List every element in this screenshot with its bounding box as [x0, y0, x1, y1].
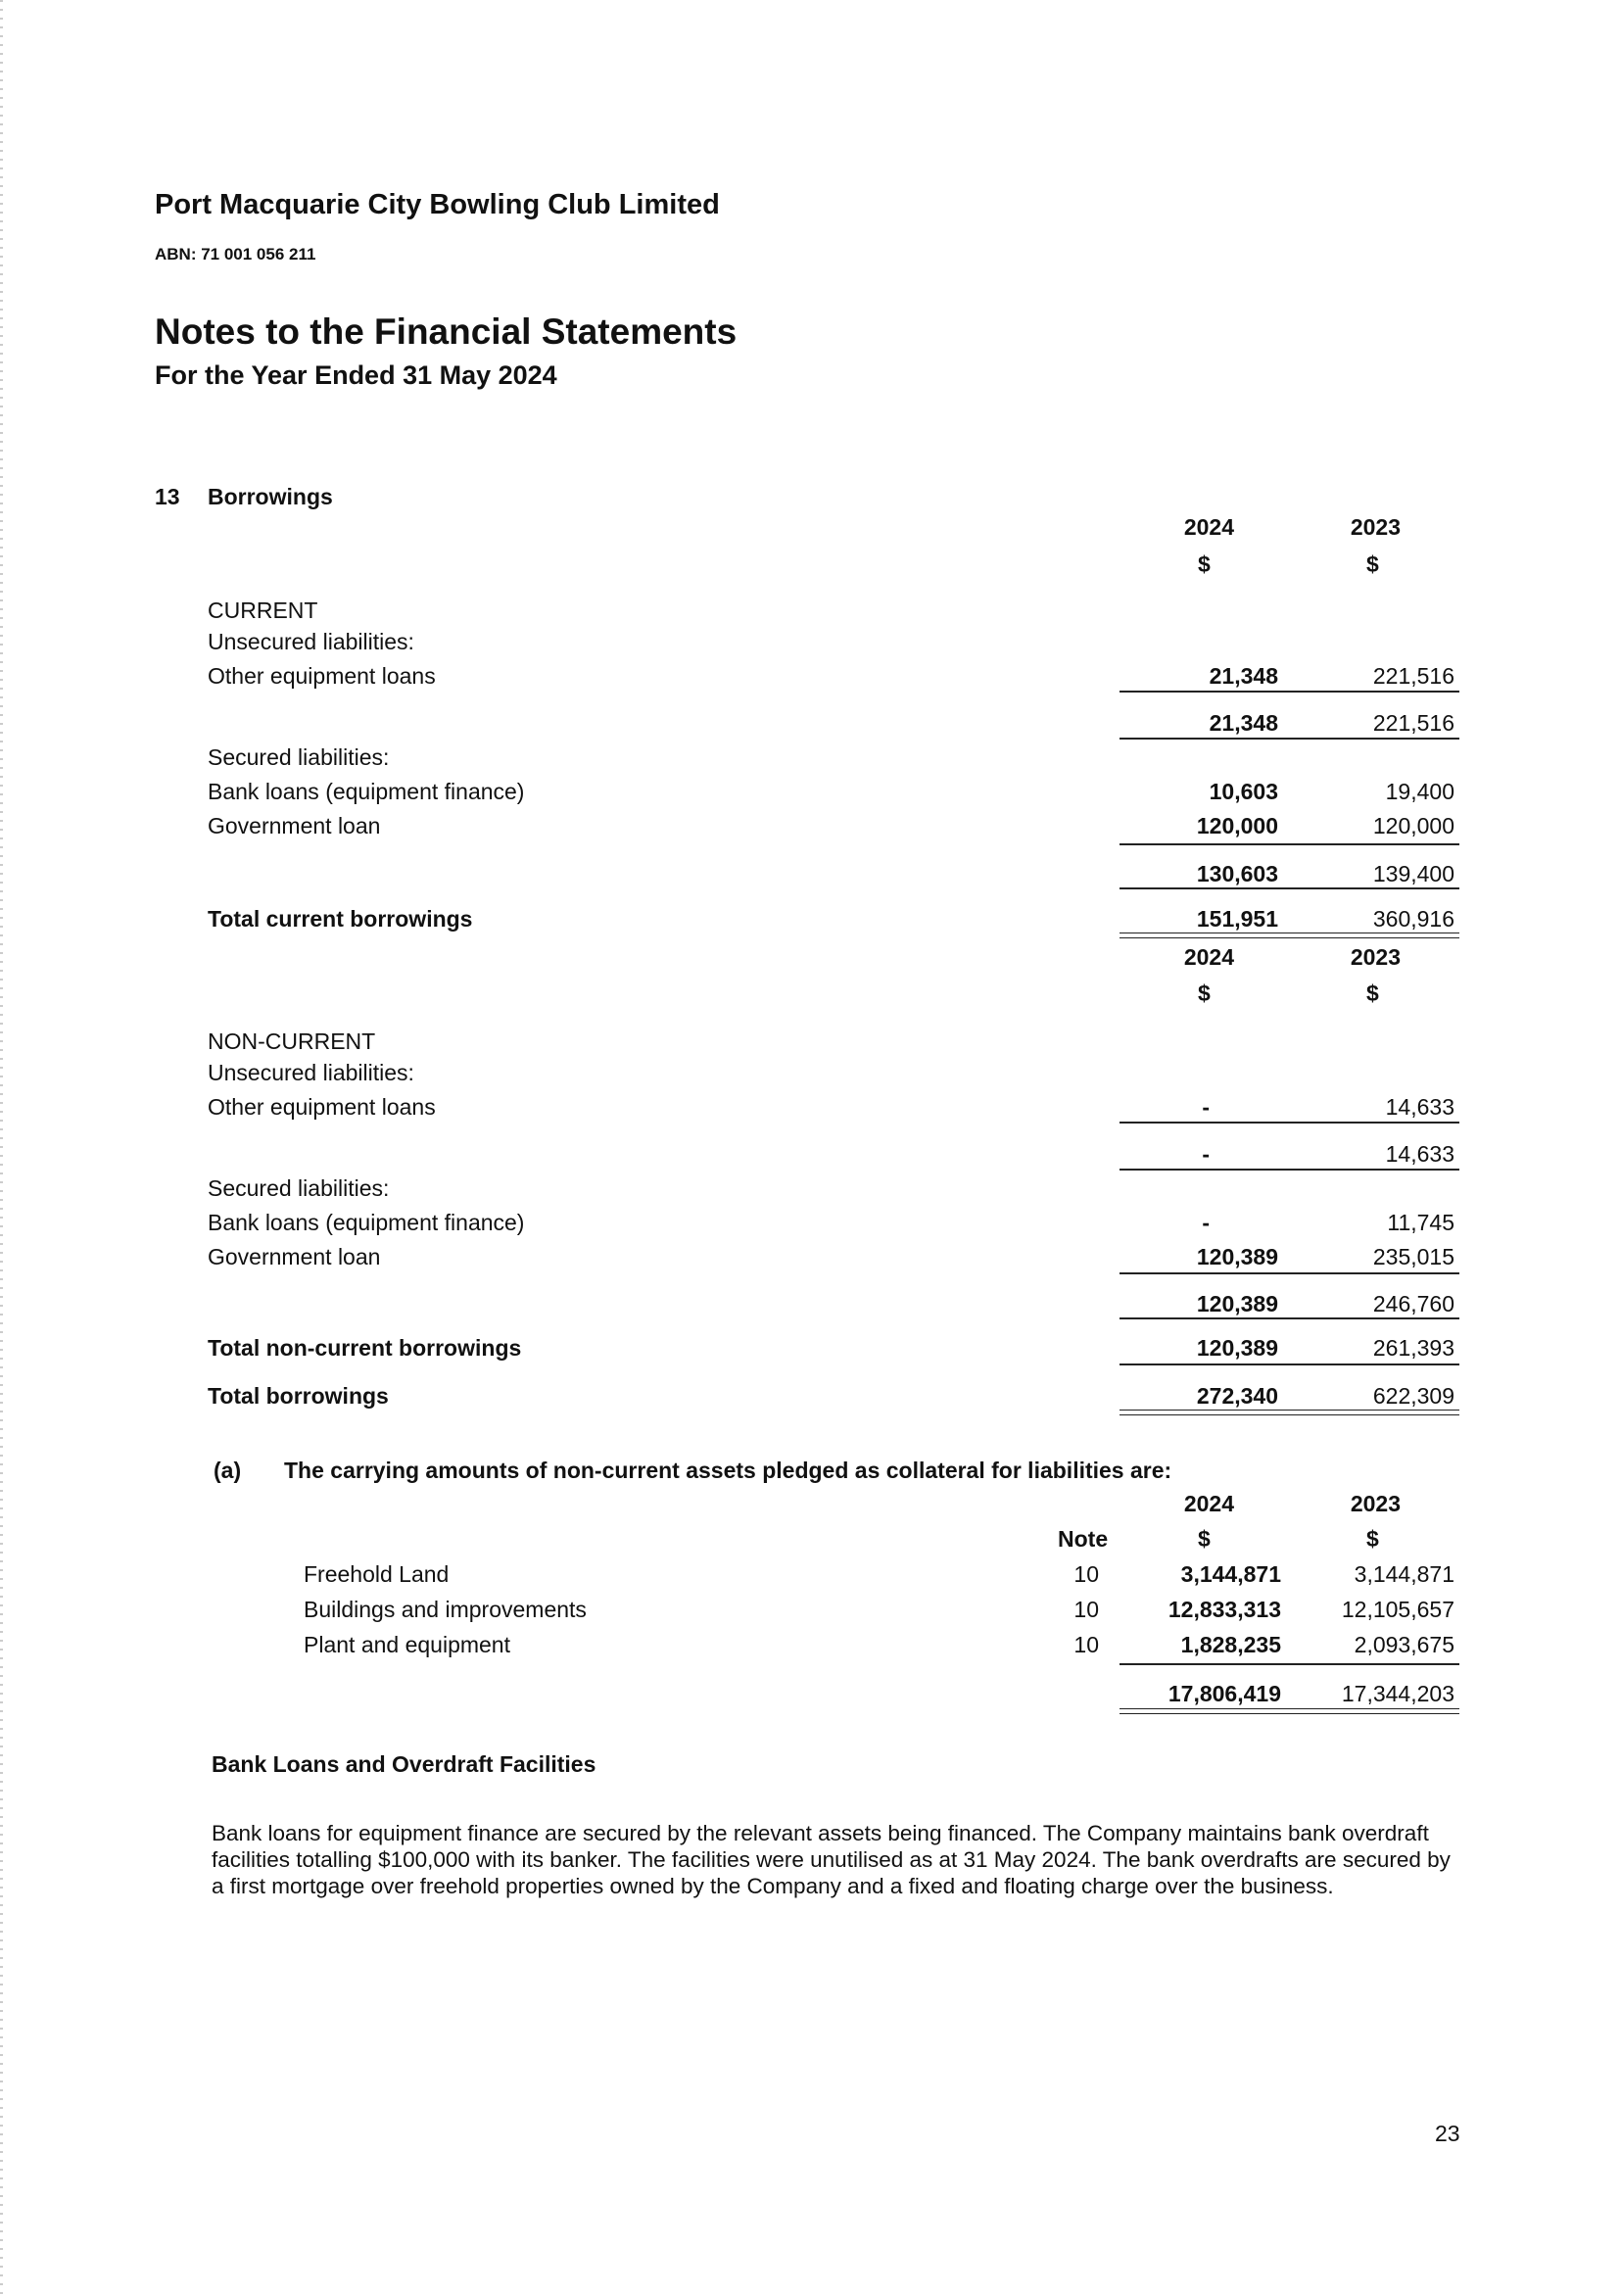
current-secured-subtotal-2024: 130,603: [1196, 861, 1278, 886]
collateral-row-2023: 3,144,871: [1354, 1561, 1454, 1587]
collateral-row-note: 10: [1073, 1561, 1099, 1587]
current-other-equipment-loans-2024: 21,348: [1209, 663, 1278, 689]
collateral-row-2024: 12,833,313: [1167, 1597, 1281, 1622]
total-non-current-borrowings-2023: 261,393: [1372, 1335, 1454, 1361]
rule-line: [1120, 937, 1459, 938]
non-current-unsecured-subtotal-2023: 14,633: [1385, 1141, 1454, 1167]
non-current-government-loan-label: Government loan: [208, 1244, 381, 1269]
non-current-bank-loans-2024: -: [1202, 1210, 1210, 1235]
collateral-col-2024: 2024: [1183, 1491, 1234, 1516]
rule-line: [1120, 1663, 1459, 1665]
col-currency-2024: $: [1198, 551, 1211, 577]
total-current-borrowings-2023: 360,916: [1372, 906, 1454, 932]
current-government-loan-label: Government loan: [208, 813, 381, 838]
current-government-loan-2024: 120,000: [1196, 813, 1278, 838]
current-bank-loans-2024: 10,603: [1209, 779, 1278, 804]
collateral-row-note: 10: [1073, 1597, 1099, 1622]
non-current-government-loan-2024: 120,389: [1196, 1244, 1278, 1269]
collateral-row-2023: 2,093,675: [1354, 1632, 1454, 1657]
collateral-total-2024: 17,806,419: [1167, 1681, 1281, 1706]
col-currency-2024-non-current: $: [1198, 981, 1211, 1006]
non-current-secured-subtotal-2023: 246,760: [1372, 1291, 1454, 1316]
rule-line: [1120, 1363, 1459, 1365]
non-current-bank-loans-label: Bank loans (equipment finance): [208, 1210, 525, 1235]
non-current-secured-label: Secured liabilities:: [208, 1175, 390, 1201]
rule-line: [1120, 691, 1459, 693]
total-current-borrowings-2024: 151,951: [1196, 906, 1278, 932]
total-borrowings-label: Total borrowings: [208, 1383, 389, 1409]
col-header-2024-non-current: 2024: [1183, 944, 1234, 970]
col-header-2024: 2024: [1183, 514, 1234, 540]
rule-line: [1120, 1122, 1459, 1124]
rule-line: [1120, 1272, 1459, 1274]
current-unsecured-subtotal-2024: 21,348: [1209, 710, 1278, 736]
current-unsecured-subtotal-2023: 221,516: [1372, 710, 1454, 736]
total-current-borrowings-label: Total current borrowings: [208, 906, 473, 932]
current-unsecured-label: Unsecured liabilities:: [208, 629, 414, 654]
col-currency-2023: $: [1366, 551, 1379, 577]
current-bank-loans-2023: 19,400: [1385, 779, 1454, 804]
collateral-heading: The carrying amounts of non-current assets pledged as collateral for liabilities are:: [284, 1458, 1172, 1483]
facilities-heading: Bank Loans and Overdraft Facilities: [212, 1751, 596, 1777]
page-edge-scan-artifact: [0, 0, 3, 2296]
total-borrowings-2023: 622,309: [1372, 1383, 1454, 1409]
non-current-heading: NON-CURRENT: [208, 1028, 376, 1054]
collateral-row-2023: 12,105,657: [1341, 1597, 1454, 1622]
page-number: 23: [1435, 2121, 1460, 2146]
non-current-other-equipment-loans-2024: -: [1202, 1094, 1210, 1120]
collateral-row-note: 10: [1073, 1632, 1099, 1657]
abn: ABN: 71 001 056 211: [155, 245, 316, 263]
collateral-row-label: Buildings and improvements: [304, 1597, 587, 1622]
collateral-row-label: Freehold Land: [304, 1561, 450, 1587]
rule-line: [1120, 1713, 1459, 1714]
non-current-bank-loans-2023: 11,745: [1387, 1210, 1454, 1235]
total-borrowings-2024: 272,340: [1196, 1383, 1278, 1409]
current-heading: CURRENT: [208, 598, 318, 623]
note-title: Borrowings: [208, 484, 333, 509]
collateral-total-2023: 17,344,203: [1341, 1681, 1454, 1706]
rule-line: [1120, 738, 1459, 740]
company-name: Port Macquarie City Bowling Club Limited: [155, 189, 720, 220]
rule-line: [1120, 1169, 1459, 1171]
non-current-unsecured-subtotal-2024: -: [1202, 1141, 1210, 1167]
current-other-equipment-loans-2023: 221,516: [1372, 663, 1454, 689]
facilities-body: Bank loans for equipment finance are secured by the relevant assets being financed. The Company maintains bank overdraft facilities totalling $100,000 with its banker. The facilities were unutilised as at 31 May 2024. The bank overdrafts are secured by a first mortgage over freehold properties owned by the Company and a fixed and floating charge over the business.: [212, 1821, 1451, 1898]
rule-line: [1120, 1410, 1459, 1411]
page-subtitle: For the Year Ended 31 May 2024: [155, 360, 557, 390]
total-non-current-borrowings-2024: 120,389: [1196, 1335, 1278, 1361]
col-currency-2023-non-current: $: [1366, 981, 1379, 1006]
current-secured-subtotal-2023: 139,400: [1372, 861, 1454, 886]
collateral-row-2024: 3,144,871: [1180, 1561, 1281, 1587]
note-number: 13: [155, 484, 180, 509]
rule-line: [1120, 1414, 1459, 1415]
collateral-row-2024: 1,828,235: [1180, 1632, 1281, 1657]
current-government-loan-2023: 120,000: [1372, 813, 1454, 838]
rule-line: [1120, 843, 1459, 845]
collateral-note-header: Note: [1058, 1526, 1109, 1552]
collateral-row-label: Plant and equipment: [304, 1632, 510, 1657]
collateral-col-2023: 2023: [1350, 1491, 1401, 1516]
collateral-currency-2024: $: [1198, 1526, 1211, 1552]
current-other-equipment-loans-label: Other equipment loans: [208, 663, 436, 689]
non-current-other-equipment-loans-2023: 14,633: [1385, 1094, 1454, 1120]
col-header-2023-non-current: 2023: [1350, 944, 1401, 970]
current-secured-label: Secured liabilities:: [208, 744, 390, 770]
rule-line: [1120, 1317, 1459, 1319]
non-current-government-loan-2023: 235,015: [1372, 1244, 1454, 1269]
page-title: Notes to the Financial Statements: [155, 311, 738, 352]
non-current-other-equipment-loans-label: Other equipment loans: [208, 1094, 436, 1120]
collateral-marker: (a): [214, 1458, 242, 1483]
rule-line: [1120, 1708, 1459, 1709]
non-current-secured-subtotal-2024: 120,389: [1196, 1291, 1278, 1316]
total-non-current-borrowings-label: Total non-current borrowings: [208, 1335, 522, 1361]
rule-line: [1120, 887, 1459, 889]
collateral-currency-2023: $: [1366, 1526, 1379, 1552]
non-current-unsecured-label: Unsecured liabilities:: [208, 1060, 414, 1085]
col-header-2023: 2023: [1350, 514, 1401, 540]
current-bank-loans-label: Bank loans (equipment finance): [208, 779, 525, 804]
